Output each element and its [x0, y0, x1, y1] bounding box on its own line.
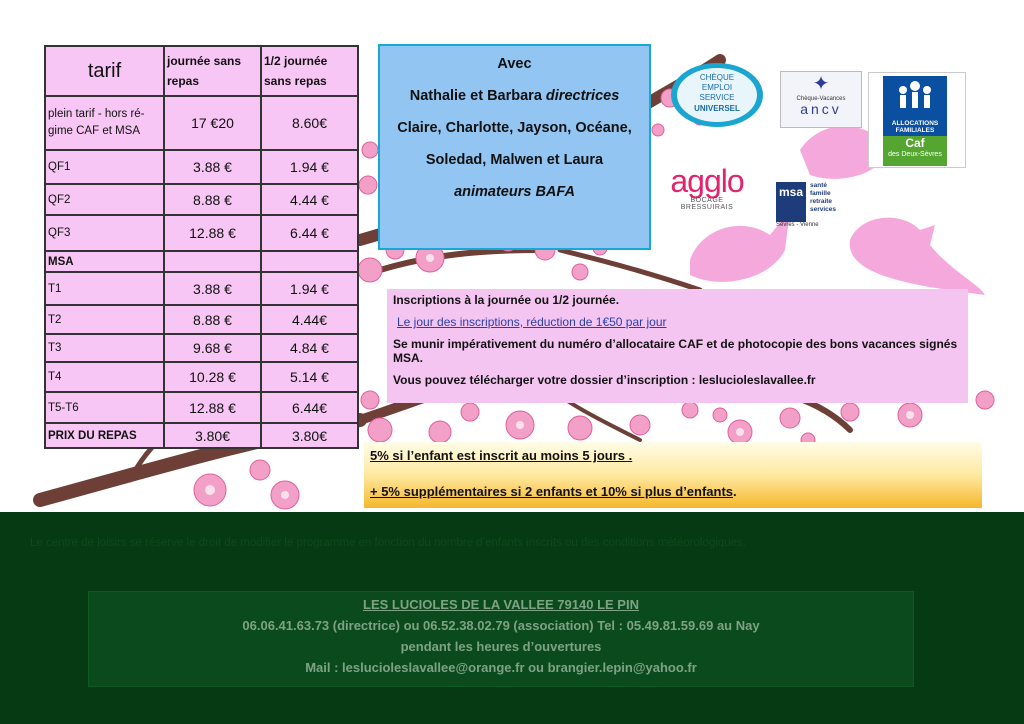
cesu-line-2: EMPLOI [701, 83, 733, 92]
row-label: T2 [45, 305, 164, 334]
msa-line: santé [810, 182, 827, 189]
msa-line: famille [810, 190, 831, 197]
contact-mail: Mail : leslucioleslavallee@orange.fr ou brangier.lepin@yahoo.fr [305, 660, 697, 675]
table-row [45, 184, 358, 215]
row-half-day: 6.44€ [261, 392, 358, 423]
agglo-logo [664, 165, 750, 210]
table-row [45, 305, 358, 334]
header-tarif: tarif [45, 46, 164, 96]
bird-icon: ✦ [812, 73, 830, 95]
family-icon [883, 76, 947, 116]
msa-logo [776, 182, 848, 230]
msa-line: retraite [810, 198, 833, 205]
info-line-4: Vous pouvez télécharger votre dossier d’inscription : leslucioleslavallee.fr [393, 373, 816, 387]
cesu-line-4: UNIVERSEL [694, 104, 740, 113]
discount-link[interactable]: Le jour des inscriptions, réduction de 1€50 par jour [397, 315, 667, 329]
discount-line-2-end: . [733, 484, 737, 499]
row-label: plein tarif - hors ré-gime CAF et MSA [45, 96, 164, 150]
discount-line-2: + 5% supplémentaires si 2 enfants et 10% si plus d’enfants [370, 484, 734, 499]
row-full-day: 12.88 € [164, 215, 261, 251]
row-full-day: 9.68 € [164, 334, 261, 362]
row-label: T5-T6 [45, 392, 164, 423]
row-half-day: 5.14 € [261, 362, 358, 392]
discount-line-1: 5% si l’enfant est inscrit au moins 5 jours . [370, 448, 633, 463]
ancv-logo [780, 71, 862, 128]
cesu-logo [668, 60, 766, 130]
contact-hours: pendant les heures d’ouvertures [400, 639, 602, 654]
staff-animators-line2: Soledad, Malwen et Laura [425, 152, 604, 168]
cesu-line-3: SERVICE [699, 93, 735, 102]
row-label: T1 [45, 272, 164, 305]
row-full-day: 3.88 € [164, 150, 261, 184]
row-full-day: 10.28 € [164, 362, 261, 392]
agglo-name: agglo [670, 163, 744, 199]
contact-box [88, 591, 914, 687]
msa-region: Sèvres - Vienne [776, 222, 819, 228]
table-row [45, 423, 358, 448]
row-half-day: 1.94 € [261, 272, 358, 305]
caf-name: Caf [905, 136, 925, 150]
row-full-day: 17 €20 [164, 96, 261, 150]
header-full-day: journée sans repas [164, 46, 261, 96]
info-line-1: Inscriptions à la journée ou 1/2 journée. [393, 293, 620, 307]
row-half-day: 3.80€ [261, 423, 358, 448]
row-half-day: 4.44€ [261, 305, 358, 334]
cesu-line-1: CHÈQUE [699, 73, 735, 82]
caf-emblem [883, 76, 947, 136]
table-row [45, 334, 358, 362]
msa-line: services [810, 206, 837, 213]
tariff-table [44, 45, 359, 449]
row-label: T4 [45, 362, 164, 392]
caf-name-panel [883, 136, 947, 166]
contact-phones: 06.06.41.63.73 (directrice) ou 06.52.38.02.79 (association) Tel : 05.49.81.59.69 au Nay [242, 618, 760, 633]
row-full-day: 3.88 € [164, 272, 261, 305]
row-half-day: 4.44 € [261, 184, 358, 215]
msa-box: msa [776, 182, 806, 222]
caf-top-text: ALLOCATIONS FAMILIALES [891, 120, 939, 134]
caf-logo [868, 72, 966, 168]
table-row [45, 215, 358, 251]
row-half-day: 8.60€ [261, 96, 358, 150]
table-row [45, 96, 358, 150]
header-half-day: 1/2 journée sans repas [261, 46, 358, 96]
faint-notice: Le centre de loisirs se réserve le droit de modifier le programme en fonction du nombre d’enfants inscrits ou des conditions météorologiques. [30, 537, 746, 549]
row-half-day: 1.94 € [261, 150, 358, 184]
row-label: QF1 [45, 150, 164, 184]
row-label: T3 [45, 334, 164, 362]
ancv-small-text: Chèque-Vacances [796, 96, 846, 102]
row-full-day: 3.80€ [164, 423, 261, 448]
staff-directors-names: Nathalie et Barbara [409, 88, 546, 104]
staff-directors-role: directrices [545, 88, 620, 104]
row-half-day: 4.84 € [261, 334, 358, 362]
contact-name: LES LUCIOLES DE LA VALLEE 79140 LE PIN [363, 597, 639, 612]
row-half-day: 6.44 € [261, 215, 358, 251]
row-full-day: 8.88 € [164, 184, 261, 215]
staff-box [378, 44, 651, 250]
row-label: MSA [45, 251, 164, 272]
table-row [45, 362, 358, 392]
table-row [45, 251, 358, 272]
table-row [45, 272, 358, 305]
table-row [45, 150, 358, 184]
row-full-day [164, 251, 261, 272]
row-full-day: 8.88 € [164, 305, 261, 334]
staff-intro: Avec [497, 56, 532, 72]
ancv-text: ancv [800, 101, 842, 117]
row-label: PRIX DU REPAS [45, 423, 164, 448]
cesu-logo-graphic [668, 60, 766, 130]
info-line-3: Se munir impérativement du numéro d’allocataire CAF et de photocopie des bons vacances signés MSA. [393, 337, 958, 365]
row-full-day: 12.88 € [164, 392, 261, 423]
discount-band [364, 442, 982, 508]
registration-info-box [387, 289, 968, 403]
agglo-subtitle: BOCAGE BRESSUIRAIS [680, 197, 734, 211]
caf-region: des Deux-Sèvres [888, 151, 942, 158]
table-row [45, 392, 358, 423]
staff-animators-line1: Claire, Charlotte, Jayson, Océane, [397, 120, 632, 136]
msa-lines [810, 182, 836, 214]
staff-directors [380, 80, 649, 112]
row-half-day [261, 251, 358, 272]
staff-animators-role: animateurs BAFA [454, 184, 575, 200]
table-header-row [45, 46, 358, 96]
row-label: QF2 [45, 184, 164, 215]
row-label: QF3 [45, 215, 164, 251]
